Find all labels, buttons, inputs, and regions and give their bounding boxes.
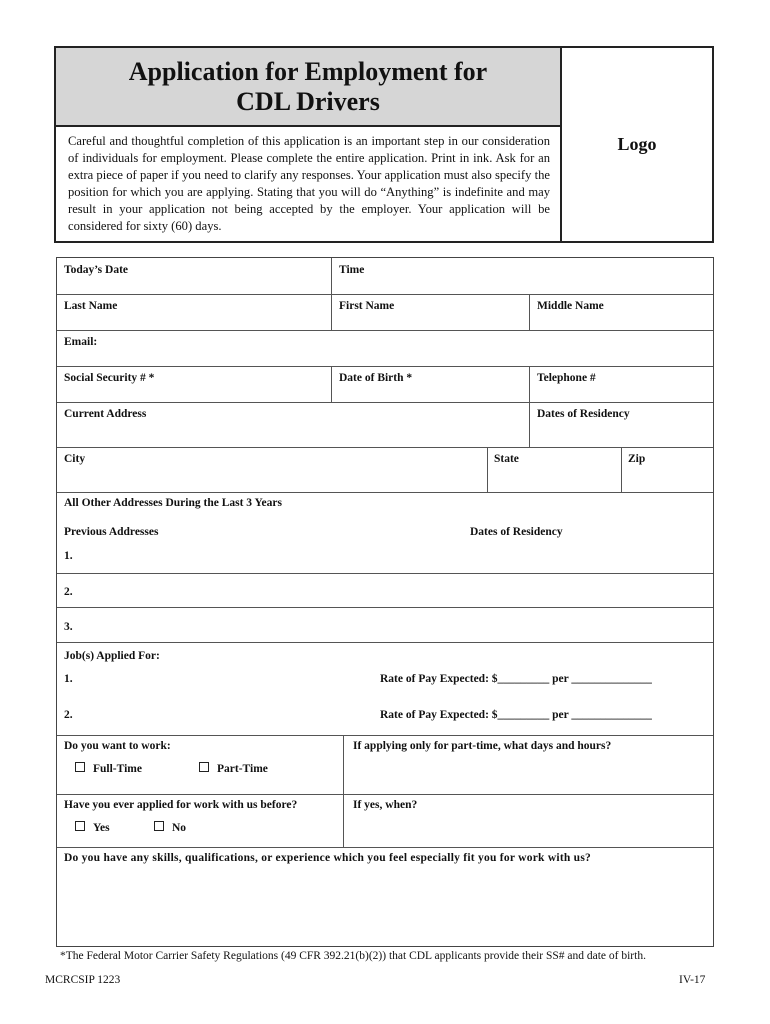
email-field[interactable]: Email: (64, 336, 98, 348)
row-divider (57, 573, 713, 574)
no-label: No (172, 822, 187, 834)
row-divider (57, 735, 713, 736)
skills-field[interactable]: Do you have any skills, qualifications, or experience which you feel especially fit you for work with us? (64, 852, 592, 864)
logo-placeholder (562, 48, 712, 241)
no-option[interactable] (154, 821, 186, 834)
col-divider (331, 294, 332, 330)
col-divider (621, 447, 622, 492)
rate-of-pay-1[interactable]: Rate of Pay Expected: $_________ per ______________ (380, 673, 652, 685)
page-title-line-2: CDL Drivers (236, 86, 380, 116)
title-block (56, 48, 562, 127)
col-divider (529, 366, 530, 402)
row-divider (57, 642, 713, 643)
row-divider (57, 402, 713, 403)
col-divider (529, 294, 530, 330)
col-divider (487, 447, 488, 492)
yes-option[interactable] (75, 821, 110, 834)
dob-field[interactable]: Date of Birth * (339, 372, 413, 384)
time-field[interactable]: Time (339, 264, 365, 276)
todays-date-field[interactable]: Today’s Date (64, 264, 129, 276)
col-divider (529, 402, 530, 447)
prev-dates-of-residency-label: Dates of Residency (470, 526, 563, 538)
full-time-label: Full-Time (93, 763, 142, 775)
row-divider (57, 607, 713, 608)
yes-checkbox[interactable] (75, 821, 85, 831)
zip-field[interactable]: Zip (628, 453, 646, 465)
row-divider (57, 847, 713, 848)
job-1-field[interactable]: 1. (64, 673, 73, 685)
application-form (56, 257, 714, 947)
telephone-field[interactable]: Telephone # (537, 372, 596, 384)
part-time-days-field[interactable]: If applying only for part-time, what days and hours? (353, 740, 612, 752)
col-divider (343, 735, 344, 794)
job-2-field[interactable]: 2. (64, 709, 73, 721)
part-time-option[interactable] (199, 762, 268, 775)
yes-label: Yes (93, 822, 110, 834)
intro-block (56, 127, 562, 241)
previous-addresses-label: Previous Addresses (64, 526, 159, 538)
col-divider (331, 366, 332, 402)
previous-address-1[interactable]: 1. (64, 550, 73, 562)
applied-before-label: Have you ever applied for work with us before? (64, 799, 298, 811)
want-to-work-label: Do you want to work: (64, 740, 171, 752)
row-divider (57, 447, 713, 448)
full-time-checkbox[interactable] (75, 762, 85, 772)
middle-name-field[interactable]: Middle Name (537, 300, 604, 312)
application-header (54, 46, 714, 243)
ssn-field[interactable]: Social Security # * (64, 372, 155, 384)
part-time-checkbox[interactable] (199, 762, 209, 772)
rate-of-pay-2[interactable]: Rate of Pay Expected: $_________ per ______________ (380, 709, 652, 721)
form-code: MCRCSIP 1223 (45, 974, 121, 986)
last-name-field[interactable]: Last Name (64, 300, 118, 312)
col-divider (343, 794, 344, 847)
row-divider (57, 294, 713, 295)
previous-address-2[interactable]: 2. (64, 586, 73, 598)
previous-address-3[interactable]: 3. (64, 621, 73, 633)
first-name-field[interactable]: First Name (339, 300, 395, 312)
dates-of-residency-field[interactable]: Dates of Residency (537, 408, 630, 420)
logo-label: Logo (617, 134, 657, 154)
page-number: IV-17 (679, 974, 706, 986)
page-title-line-1: Application for Employment for (128, 56, 488, 86)
row-divider (57, 330, 713, 331)
full-time-option[interactable] (75, 762, 142, 775)
other-addresses-heading: All Other Addresses During the Last 3 Years (64, 497, 282, 509)
intro-text: Careful and thoughtful completion of this application is an important step in our consideration of individuals for employment. Please complete the entire application. Print in ink. Ask for an extra piece of paper if you need to clarify any responses. Your application must also specify the position for which you are applying. Stating that you will do “Anything” is indefinite and may result in your application not being accepted by the employer. Your application will be considered for sixty (60) days. (68, 134, 550, 233)
row-divider (57, 366, 713, 367)
ssn-footnote: *The Federal Motor Carrier Safety Regulations (49 CFR 392.21(b)(2)) that CDL applicants provide their SS# and date of birth. (60, 950, 646, 962)
state-field[interactable]: State (494, 453, 519, 465)
part-time-label: Part-Time (217, 763, 268, 775)
row-divider (57, 794, 713, 795)
row-divider (57, 492, 713, 493)
current-address-field[interactable]: Current Address (64, 408, 147, 420)
city-field[interactable]: City (64, 453, 86, 465)
no-checkbox[interactable] (154, 821, 164, 831)
col-divider (331, 258, 332, 294)
jobs-applied-heading: Job(s) Applied For: (64, 650, 160, 662)
if-yes-when-field[interactable]: If yes, when? (353, 799, 418, 811)
